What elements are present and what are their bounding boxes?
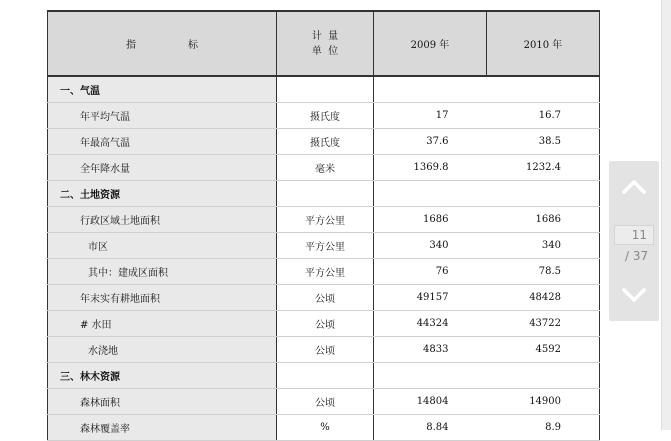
value-2010-cell: 4592 <box>487 337 600 363</box>
unit-cell: 平方公里 <box>277 259 374 285</box>
value-2009-cell: 8.84 <box>374 415 487 441</box>
indicator-name: 其中：建成区面积 <box>48 259 277 285</box>
value-2010-cell: 48428 <box>487 285 600 311</box>
table-row <box>48 76 600 103</box>
unit-cell <box>277 76 374 103</box>
indicator-name: 三、林木资源 <box>48 363 277 389</box>
header-unit-line-2: 单 位 <box>311 45 339 57</box>
unit-cell: 公顷 <box>277 311 374 337</box>
total-pages-label: / 37 <box>625 249 649 263</box>
value-2009-cell: 14804 <box>374 389 487 415</box>
indicator-name: 一、气温 <box>48 76 277 103</box>
value-2009-cell: 17 <box>374 103 487 129</box>
indicator-name: # 水田 <box>48 311 277 337</box>
value-2009-cell: 1686 <box>374 207 487 233</box>
value-2009-cell: 340 <box>374 233 487 259</box>
value-2010-cell: 43722 <box>487 311 600 337</box>
indicator-name: 市区 <box>48 233 277 259</box>
indicator-name: 水浇地 <box>48 337 277 363</box>
value-2009-cell: 49157 <box>374 285 487 311</box>
unit-cell <box>277 363 374 389</box>
page-navigator <box>609 161 659 321</box>
indicator-name: 二、土地资源 <box>48 181 277 207</box>
value-2010-cell: 8.9 <box>487 415 600 441</box>
unit-cell: 摄氏度 <box>277 103 374 129</box>
value-2009-cell: 1369.8 <box>374 155 487 181</box>
unit-cell: 毫米 <box>277 155 374 181</box>
table-row <box>48 207 600 233</box>
table-row <box>48 233 600 259</box>
statistics-table <box>47 10 600 441</box>
value-2010-cell: 14900 <box>487 389 600 415</box>
value-2010-cell: 16.7 <box>487 103 600 129</box>
unit-cell: 公顷 <box>277 285 374 311</box>
unit-cell <box>277 181 374 207</box>
indicator-name: 全年降水量 <box>48 155 277 181</box>
indicator-name: 行政区域土地面积 <box>48 207 277 233</box>
value-2009-cell <box>374 363 487 389</box>
value-2009-cell: 4833 <box>374 337 487 363</box>
table-row <box>48 389 600 415</box>
table-row <box>48 103 600 129</box>
value-2010-cell: 1686 <box>487 207 600 233</box>
unit-cell: 平方公里 <box>277 233 374 259</box>
previous-page-button[interactable] <box>609 163 659 211</box>
table-row <box>48 415 600 441</box>
viewer-right-edge <box>661 0 671 430</box>
value-2010-cell: 340 <box>487 233 600 259</box>
table-row <box>48 311 600 337</box>
value-2009-cell: 76 <box>374 259 487 285</box>
unit-cell: 公顷 <box>277 389 374 415</box>
current-page-input[interactable]: 11 <box>614 225 654 245</box>
value-2009-cell <box>374 76 487 103</box>
table-body <box>48 76 600 441</box>
header-year-2010: 2010 年 <box>487 11 600 76</box>
indicator-name: 森林面积 <box>48 389 277 415</box>
value-2009-cell <box>374 181 487 207</box>
unit-cell: % <box>277 415 374 441</box>
next-page-button[interactable] <box>609 271 659 319</box>
value-2010-cell: 78.5 <box>487 259 600 285</box>
header-unit <box>277 11 374 76</box>
unit-cell: 平方公里 <box>277 207 374 233</box>
table-header-row <box>48 11 600 76</box>
value-2010-cell: 1232.4 <box>487 155 600 181</box>
table-row <box>48 285 600 311</box>
table-row <box>48 259 600 285</box>
unit-cell: 摄氏度 <box>277 129 374 155</box>
header-indicator-char-2: 标 <box>188 40 198 51</box>
indicator-name: 年平均气温 <box>48 103 277 129</box>
header-indicator <box>48 11 277 76</box>
table-row <box>48 129 600 155</box>
header-unit-line-1: 计 量 <box>311 30 339 42</box>
value-2010-cell <box>487 363 600 389</box>
value-2010-cell: 38.5 <box>487 129 600 155</box>
indicator-name: 年最高气温 <box>48 129 277 155</box>
table-row <box>48 181 600 207</box>
value-2010-cell <box>487 76 600 103</box>
table-row <box>48 337 600 363</box>
value-2010-cell <box>487 181 600 207</box>
header-indicator-char-1: 指 <box>126 40 136 51</box>
value-2009-cell: 37.6 <box>374 129 487 155</box>
value-2009-cell: 44324 <box>374 311 487 337</box>
table-row <box>48 363 600 389</box>
chevron-down-icon <box>621 287 647 303</box>
indicator-name: 森林覆盖率 <box>48 415 277 441</box>
indicator-name: 年末实有耕地面积 <box>48 285 277 311</box>
table-row <box>48 155 600 181</box>
chevron-up-icon <box>621 179 647 195</box>
header-year-2009: 2009 年 <box>374 11 487 76</box>
unit-cell: 公顷 <box>277 337 374 363</box>
